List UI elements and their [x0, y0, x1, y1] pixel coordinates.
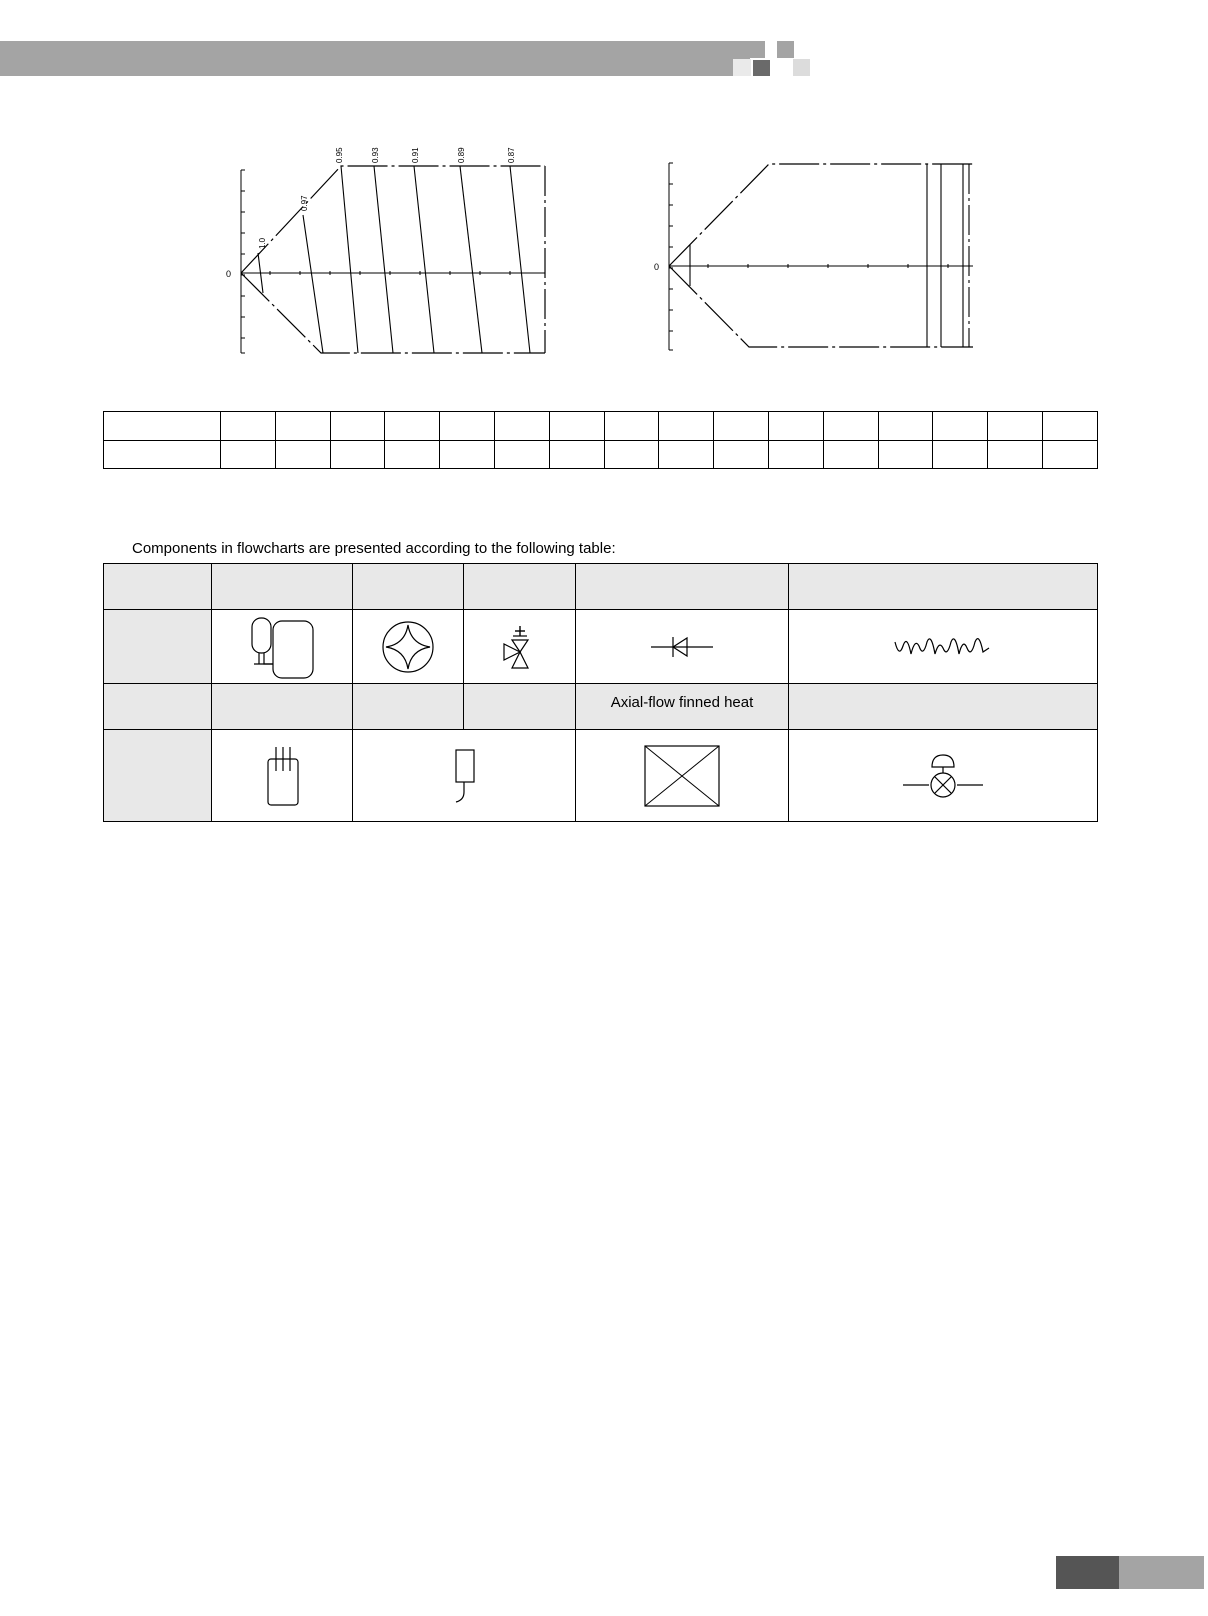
axial-flow-label: Axial-flow finned heat	[576, 684, 789, 730]
sensor-icon	[212, 730, 353, 822]
ratio-label: 0.95	[335, 147, 344, 163]
air-throw-diagram-right	[648, 155, 988, 360]
header-square	[753, 60, 770, 76]
table-row	[104, 440, 1098, 469]
header-square	[777, 41, 794, 58]
data-grid	[103, 411, 1098, 469]
header-square	[748, 41, 765, 58]
ratio-label: 0.91	[411, 147, 420, 163]
ratio-label: 0.89	[457, 147, 466, 163]
compressor-icon	[212, 610, 353, 684]
check-valve-icon	[576, 610, 789, 684]
ratio-label: 1.0	[258, 237, 267, 249]
air-throw-diagram-left	[220, 145, 560, 360]
components-caption: Components in flowcharts are presented according to the following table:	[132, 540, 616, 557]
table-row	[104, 730, 1098, 822]
origin-label: 0	[654, 262, 660, 272]
ratio-label: 0.93	[371, 147, 380, 163]
solenoid-valve-icon	[789, 730, 1098, 822]
header-square	[733, 59, 751, 76]
header-bar	[0, 41, 750, 76]
capillary-tube-icon	[789, 610, 1098, 684]
components-table	[103, 563, 1098, 822]
ratio-labels	[258, 147, 516, 249]
ratio-label: 0.87	[507, 147, 516, 163]
header-square	[793, 59, 810, 76]
page-number-block	[1119, 1556, 1204, 1589]
table-row	[104, 610, 1098, 684]
temperature-sensor-icon	[353, 730, 576, 822]
page-number-block	[1056, 1556, 1119, 1589]
heat-exchanger-icon	[576, 730, 789, 822]
origin-label: 0	[226, 269, 232, 279]
stop-valve-icon	[464, 610, 576, 684]
table-row	[104, 564, 1098, 610]
four-way-valve-icon	[353, 610, 464, 684]
ratio-label: 0.97	[300, 195, 309, 211]
table-row	[104, 412, 1098, 441]
table-row	[104, 684, 1098, 730]
